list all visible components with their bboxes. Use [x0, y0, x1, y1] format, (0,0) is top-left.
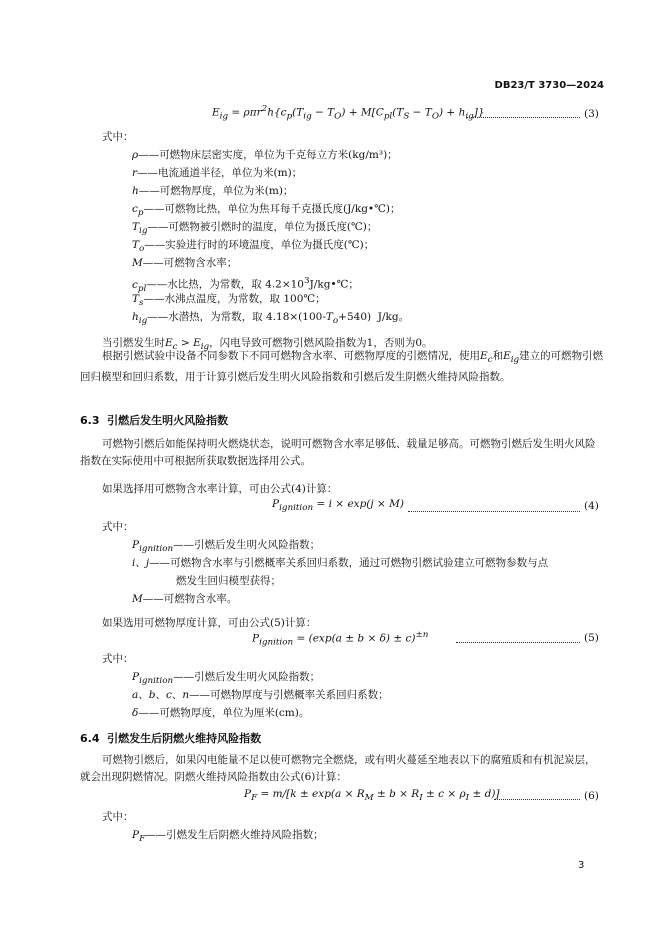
def-to: $T_o——$实验进行时的环境温度，单位为摄氏度(℃)；: [132, 239, 375, 255]
def-abcn: a、b、c、n——可燃物厚度与引燃概率关系回归系数；: [132, 689, 389, 701]
section-6-4-heading: [80, 730, 261, 746]
leader-dots: [408, 511, 580, 512]
formula-3-number: (3): [584, 108, 599, 120]
section-title: 引燃发生后阴燃火维持风险指数: [107, 732, 262, 745]
def-h: h——可燃物厚度，单位为米(m)；: [132, 185, 294, 197]
def-i-j-cont: 燃发生回归模型获得；: [176, 575, 281, 587]
def-pf: $P_F——$引燃发生后阴燃火维持风险指数；: [132, 829, 324, 845]
formula-4-number: (4): [584, 500, 599, 512]
def-tig: $T_{ig}——$可燃物被引燃时的温度，单位为摄氏度(℃)；: [132, 221, 378, 237]
document-code: DB23/T 3730—2024: [494, 80, 604, 91]
section-title: 引燃后发生明火风险指数: [107, 414, 229, 427]
where-label: 式中：: [102, 811, 134, 823]
paragraph-ignition-condition: 当引燃发生时$E_c > E_{ig}$，闪电导致可燃物引燃风险指数为1，否则为0。: [102, 337, 433, 353]
def-p-ignition: $P_{ignition}——$引燃后发生明火风险指数；: [132, 671, 321, 687]
def-cp: $c_p——$可燃物比热，单位为焦耳每千克摄氏度(J/kg•℃)；: [132, 203, 401, 219]
formula-6-number: (6): [584, 790, 599, 802]
def-r: r——电流通道半径，单位为米(m)；: [132, 167, 303, 179]
def-delta: δ——可燃物厚度，单位为厘米(cm)。: [132, 707, 310, 719]
where-label: 式中：: [102, 653, 134, 665]
def-m: M——可燃物含水率；: [132, 257, 238, 269]
def-p-ignition: $P_{ignition}——$引燃后发生明火风险指数；: [132, 539, 321, 555]
def-m: M——可燃物含水率。: [132, 593, 238, 605]
paragraph-smoldering: 可燃物引燃后，如果闪电能量不足以使可燃物完全燃烧，或有明火蔓延至地表以下的腐殖质和有机泥炭层，就会出现阴燃情况。阴燃火维持风险指数由公式(6)计算：: [80, 754, 596, 783]
section-number: 6.4: [80, 732, 100, 745]
formula-5: $P_{ignition} = (\exp(a \pm b \times \delta) \pm c)^{\pm n}$: [252, 630, 429, 648]
formula-6: $P_F = m/[k \pm \exp(a \times R_M \pm b \times R_I \pm c \times \rho_I \pm d)]$: [244, 788, 500, 804]
leader-dots: [466, 117, 580, 118]
formula-5-number: (5): [584, 632, 599, 644]
leader-dots: [456, 642, 580, 643]
def-hig: $h_{ig}——$水潜热，为常数，取 $4.18\times(100-T_o+540)$ J/kg。: [132, 311, 410, 327]
def-cpl: $c_{pl}——$水比热，为常数，取 $4.2\times 10^3J/kg•℃$；: [132, 276, 359, 294]
def-ts: $T_s——$水沸点温度，为常数，取 100℃；: [132, 293, 326, 309]
page-number: 3: [578, 860, 585, 871]
paragraph-moisture-calc: 如果选择用可燃物含水率计算，可由公式(4)计算：: [102, 483, 338, 495]
where-label: 式中：: [102, 131, 134, 143]
paragraph-thickness-calc: 如果选用可燃物厚度计算，可由公式(5)计算：: [102, 617, 317, 629]
section-6-3-heading: [80, 412, 228, 428]
def-i-j: i、j——可燃物含水率与引燃概率关系回归系数，通过可燃物引燃试验建立可燃物参数与点: [132, 557, 549, 569]
formula-4: $P_{ignition} = i \times \exp(j \times M)$: [272, 498, 404, 514]
paragraph-open-flame: 可燃物引燃后如能保持明火燃烧状态，说明可燃物含水率足够低、载量足够高。可燃物引燃后发生明火风险指数在实际使用中可根据所获取数据选择用公式。: [80, 438, 596, 467]
leader-dots: [494, 799, 580, 800]
where-label: 式中：: [102, 521, 134, 533]
formula-3: $E_{ig} = \rho\pi r^2h\{c_p(T_{ig} - T_O) + M[C_{pl}(T_S - T_O) + h_{ig}]\}$: [212, 104, 485, 122]
paragraph-regression: 根据引燃试验中设备不同参数下不同可燃物含水率、可燃物厚度的引燃情况，使用$E_c$和$E_{ig}$建立的可燃物引燃回归模型和回归系数，用于计算引燃后发生明火风险指数和引燃后发生阴燃火维持风险指数。: [80, 350, 604, 384]
section-number: 6.3: [80, 414, 100, 427]
def-rho: ρ——可燃物床层密实度，单位为千克每立方米(kg/m³)；: [132, 149, 398, 161]
